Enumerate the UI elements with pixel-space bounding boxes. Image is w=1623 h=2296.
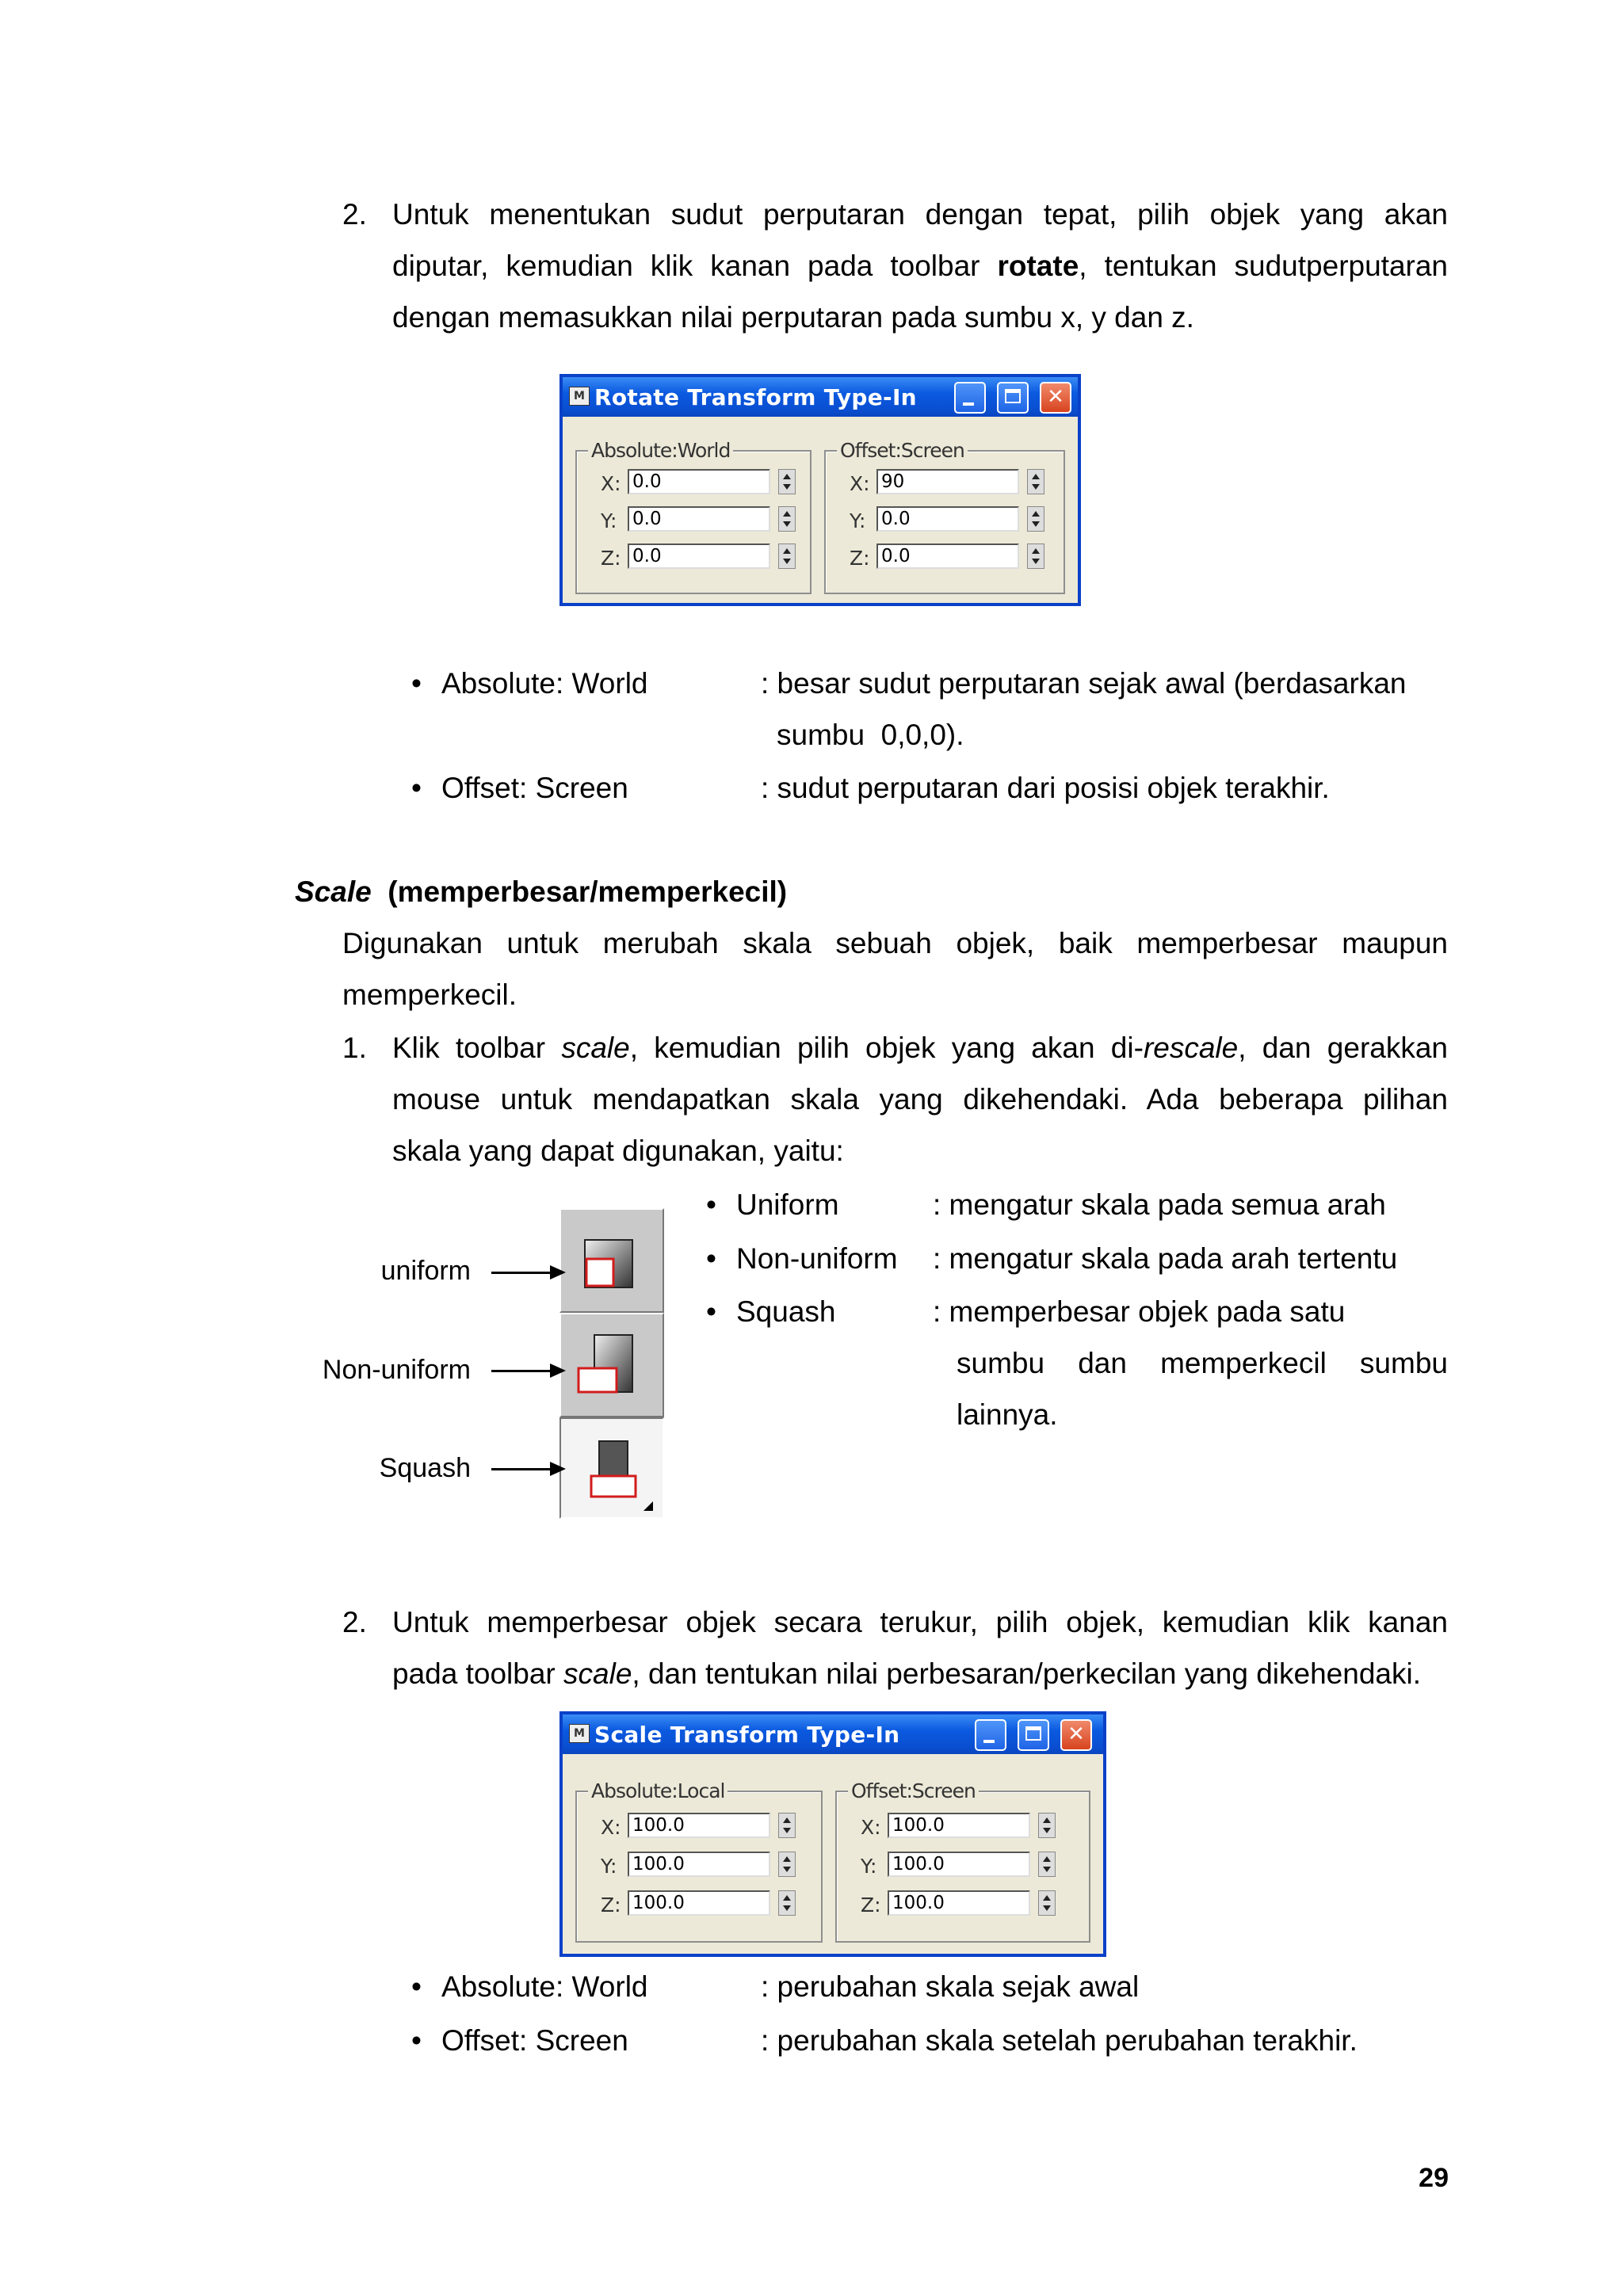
z-value-input[interactable]: 0.0 (876, 543, 1019, 569)
x-value-input[interactable]: 100.0 (888, 1813, 1030, 1838)
offset-screen-group (824, 439, 1065, 594)
option-nonuniform-term: • Non-uniform (736, 1233, 898, 1284)
scale-bullet-absolute-desc: : perubahan skala sejak awal (761, 1970, 1140, 2003)
field-row-z (577, 1890, 821, 1919)
field-row-z (826, 543, 1064, 572)
field-row-x (837, 1813, 1089, 1841)
rotate-bullet-absolute-desc-2: sumbu 0,0,0). (777, 719, 964, 751)
option-squash-term: • Squash (736, 1286, 836, 1337)
spinner-icon[interactable] (778, 1890, 796, 1916)
scale-step1-number: 1. (342, 1032, 367, 1064)
rotate-bullet-absolute-desc: : besar sudut perputaran sejak awal (berdasarkan (761, 667, 1407, 700)
y-value-input[interactable]: 0.0 (876, 506, 1019, 532)
rotate-step-number: 2. (342, 198, 367, 231)
x-value-input[interactable]: 100.0 (628, 1813, 770, 1838)
field-row-y (577, 506, 810, 535)
x-value-input[interactable]: 90 (876, 469, 1019, 494)
dialog-titlebar[interactable] (563, 377, 1078, 417)
scale-step2-number: 2. (342, 1606, 367, 1638)
axis-label: Z: (601, 547, 621, 570)
rotate-step-line-3: dengan memasukkan nilai perputaran pada sumbu x, y dan z. (392, 301, 1194, 334)
close-button[interactable]: ✕ (1060, 1719, 1092, 1751)
scale-intro-line-2: memperkecil. (342, 978, 517, 1011)
axis-label: Y: (601, 509, 617, 532)
axis-label: Y: (601, 1855, 617, 1878)
close-button[interactable]: ✕ (1040, 382, 1071, 414)
minimize-button[interactable] (975, 1719, 1006, 1751)
z-value-input[interactable]: 100.0 (888, 1890, 1030, 1916)
dialog-title: Scale Transform Type-In (594, 1722, 900, 1748)
dialog-titlebar[interactable] (563, 1714, 1103, 1754)
minimize-button[interactable] (954, 382, 986, 414)
arrow-squash-icon (491, 1468, 563, 1470)
scale-squash-button[interactable] (559, 1417, 664, 1519)
spinner-icon[interactable] (1038, 1813, 1056, 1838)
axis-label: X: (601, 472, 621, 495)
spinner-icon[interactable] (1038, 1852, 1056, 1877)
rotate-step-line-1: Untuk menentukan sudut perputaran dengan tepat, pilih objek yang akan (392, 198, 1448, 231)
rotate-bullet-offset-desc: : sudut perputaran dari posisi objek terakhir. (761, 772, 1330, 804)
axis-label: Z: (850, 547, 870, 570)
spinner-icon[interactable] (778, 1813, 796, 1838)
axis-label: X: (850, 472, 870, 495)
absolute-local-group (575, 1779, 823, 1943)
uniform-scale-icon (561, 1210, 663, 1311)
y-value-input[interactable]: 100.0 (628, 1852, 770, 1877)
field-row-x (826, 469, 1064, 498)
rotate-step-text (392, 189, 1448, 343)
spinner-icon[interactable] (778, 469, 796, 494)
spinner-icon[interactable] (778, 506, 796, 532)
spinner-icon[interactable] (778, 1852, 796, 1877)
field-row-y (837, 1852, 1089, 1880)
scale-step1-line-3: skala yang dapat digunakan, yaitu: (392, 1135, 844, 1167)
option-squash-desc-3: lainnya. (957, 1398, 1058, 1431)
axis-label: X: (861, 1816, 881, 1839)
scale-bullet-offset-term: • Offset: Screen (441, 2015, 628, 2066)
scale-uniform-button[interactable] (559, 1208, 664, 1313)
option-squash-desc: : memperbesar objek pada satu (933, 1295, 1346, 1328)
group-label: Offset:Screen (837, 439, 968, 462)
maximize-button[interactable] (1018, 1719, 1049, 1751)
x-value-input[interactable]: 0.0 (628, 469, 770, 494)
field-row-x (577, 1813, 821, 1841)
field-row-z (577, 543, 810, 572)
scale-bullet-absolute-term: • Absolute: World (441, 1961, 648, 2012)
option-nonuniform-desc: : mengatur skala pada arah tertentu (933, 1242, 1398, 1275)
scale-step1-line-1: Klik toolbar scale, kemudian pilih objek yang akan di-rescale, dan gerakkan (392, 1032, 1448, 1064)
app-icon: M (569, 387, 590, 406)
page-number: 29 (1419, 2163, 1449, 2193)
nonuniform-scale-icon (561, 1314, 663, 1416)
scale-step2-line-2: pada toolbar scale, dan tentukan nilai perbesaran/perkecilan yang dikehendaki. (392, 1657, 1421, 1690)
scale-nonuniform-button[interactable] (559, 1313, 664, 1417)
arrow-nonuniform-icon (491, 1370, 563, 1372)
scale-step2-line-1: Untuk memperbesar objek secara terukur, pilih objek, kemudian klik kanan (392, 1606, 1448, 1638)
group-label: Offset:Screen (848, 1779, 979, 1802)
option-squash-desc-2: sumbu dan memperkecil sumbu (957, 1347, 1448, 1379)
field-row-x (577, 469, 810, 498)
dialog-title: Rotate Transform Type-In (594, 384, 917, 410)
field-row-z (837, 1890, 1089, 1919)
rotate-bullet-offset-term: • Offset: Screen (441, 762, 628, 814)
group-label: Absolute:World (588, 439, 733, 462)
scale-intro-line-1: Digunakan untuk merubah skala sebuah objek, baik memperbesar maupun (342, 927, 1448, 959)
scale-transform-dialog (559, 1711, 1106, 1957)
option-uniform-desc: : mengatur skala pada semua arah (933, 1188, 1386, 1221)
rotate-step-line-2: diputar, kemudian klik kanan pada toolbar rotate, tentukan sudutperputaran (392, 250, 1448, 282)
axis-label: Z: (601, 1894, 621, 1917)
label-uniform: uniform (380, 1256, 471, 1286)
app-icon: M (569, 1724, 590, 1743)
rotate-transform-dialog (559, 374, 1081, 606)
label-nonuniform: Non-uniform (322, 1355, 471, 1385)
field-row-y (577, 1852, 821, 1880)
axis-label: Y: (861, 1855, 877, 1878)
maximize-button[interactable] (997, 382, 1029, 414)
z-value-input[interactable]: 100.0 (628, 1890, 770, 1916)
z-value-input[interactable]: 0.0 (628, 543, 770, 569)
axis-label: X: (601, 1816, 621, 1839)
option-uniform-term: • Uniform (736, 1179, 839, 1230)
group-label: Absolute:Local (588, 1779, 727, 1802)
scale-intro (342, 917, 1448, 1020)
scale-bullet-offset-desc: : perubahan skala setelah perubahan terakhir. (761, 2024, 1358, 2057)
offset-screen-group (835, 1779, 1090, 1943)
axis-label: Z: (861, 1894, 881, 1917)
spinner-icon[interactable] (1027, 469, 1044, 494)
spinner-icon[interactable] (1027, 506, 1044, 532)
rotate-bullet-absolute-term: • Absolute: World (441, 658, 648, 709)
scale-step1-line-2: mouse untuk mendapatkan skala yang dikehendaki. Ada beberapa pilihan (392, 1083, 1448, 1116)
squash-scale-icon (561, 1419, 663, 1517)
absolute-world-group (575, 439, 812, 594)
spinner-icon[interactable] (1038, 1890, 1056, 1916)
field-row-y (826, 506, 1064, 535)
axis-label: Y: (850, 509, 866, 532)
spinner-icon[interactable] (1027, 543, 1044, 569)
scale-heading: Scale (memperbesar/memperkecil) (295, 875, 788, 908)
scale-step2-text (392, 1596, 1448, 1699)
arrow-uniform-icon (491, 1272, 563, 1274)
y-value-input[interactable]: 100.0 (888, 1852, 1030, 1877)
scale-step1-text (392, 1022, 1448, 1177)
label-squash: Squash (379, 1453, 471, 1483)
y-value-input[interactable]: 0.0 (628, 506, 770, 532)
spinner-icon[interactable] (778, 543, 796, 569)
